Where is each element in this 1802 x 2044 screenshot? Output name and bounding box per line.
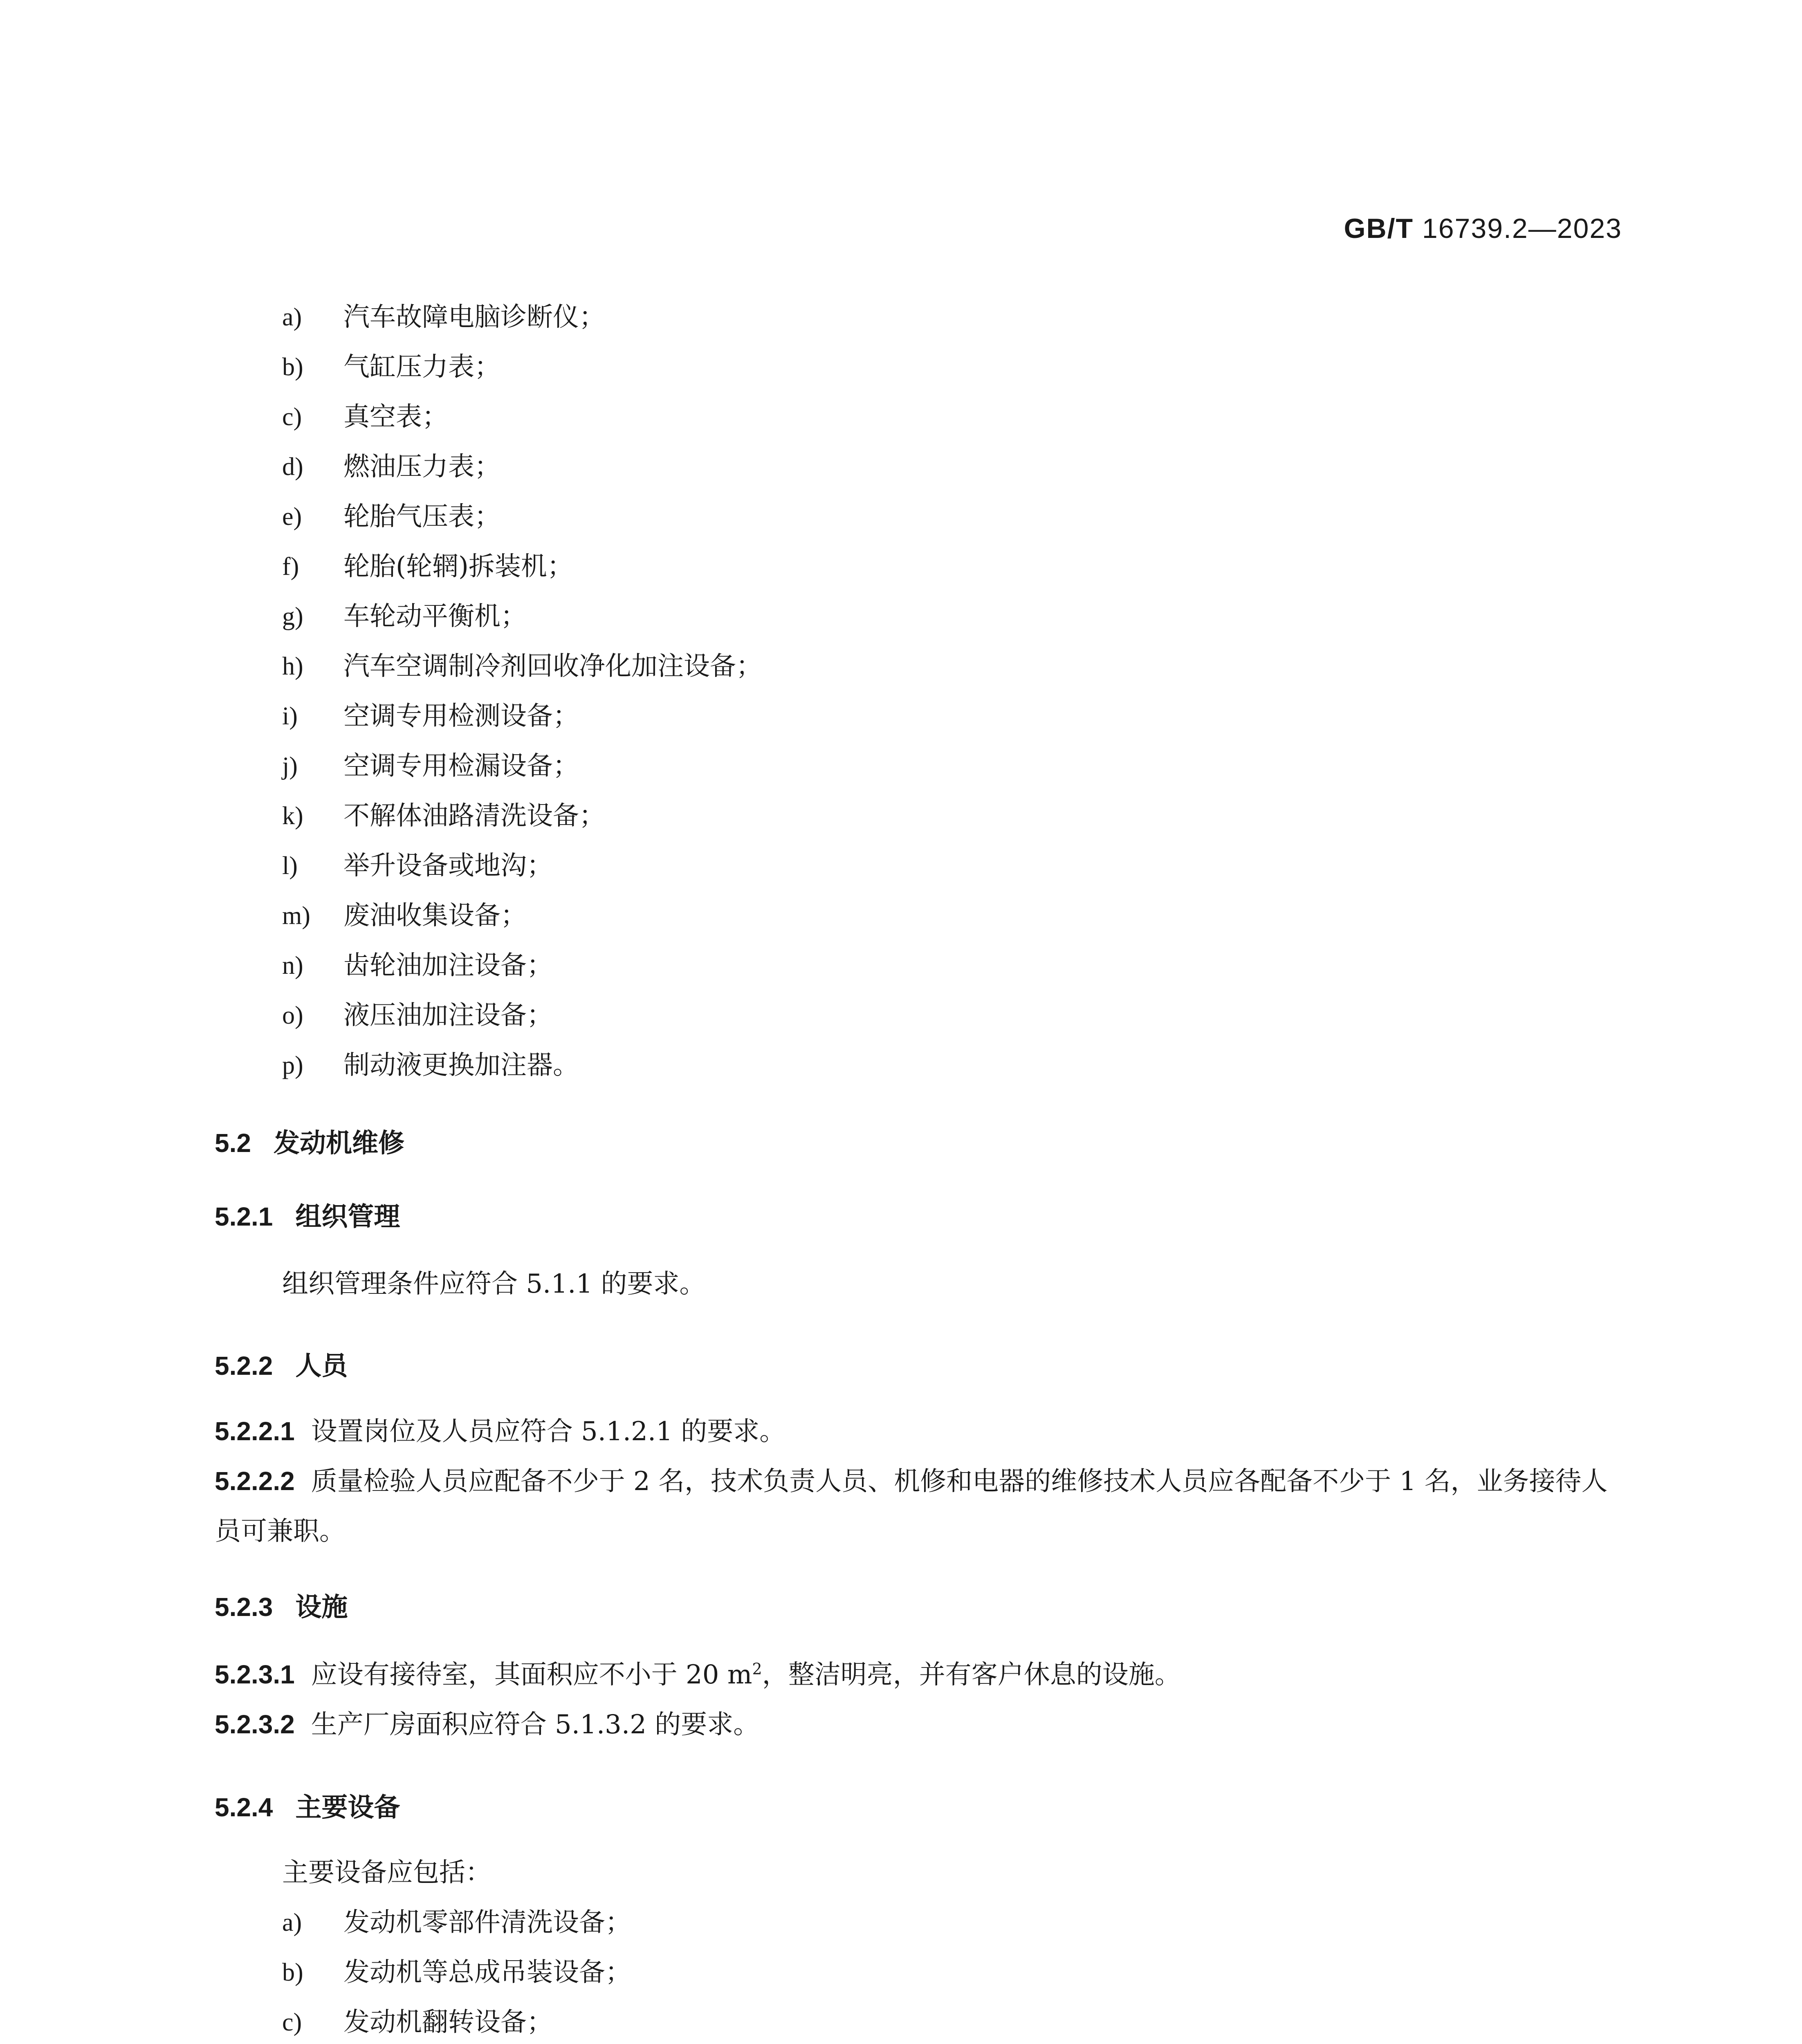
list-item: c) 发动机翻转设备；	[282, 2007, 553, 2037]
list-item: l) 举升设备或地沟；	[282, 851, 553, 881]
list-item: m) 废油收集设备；	[282, 901, 527, 931]
equipment-list-top	[282, 292, 762, 1090]
list-item: j) 空调专用检漏设备；	[282, 751, 579, 781]
paragraph-5-2-2-1: 5.2.2.1 设置岗位及人员应符合 5.1.2.1 的要求。	[215, 1416, 786, 1447]
list-item: a) 发动机零部件清洗设备；	[282, 1907, 631, 1938]
paragraph-5-2-2-2: 5.2.2.2 质量检验人员应配备不少于 2 名，技术负责人员、机修和电器的维修技术人员应各配备不少于 1 名，业务接待人员可兼职。	[215, 1466, 1608, 1546]
list-item: p) 制动液更换加注器。	[282, 1050, 579, 1080]
paragraph-5-2-3-2: 5.2.3.2 生产厂房面积应符合 5.1.3.2 的要求。	[215, 1710, 760, 1740]
list-item: h) 汽车空调制冷剂回收净化加注设备；	[282, 651, 762, 681]
section-heading-5-2-2: 5.2.2 人员	[215, 1351, 348, 1381]
equipment-list-5-2-4	[282, 1898, 710, 2044]
paragraph-5-2-3-1: 5.2.3.1 应设有接待室，其面积应不小于 20 $m^2$，整洁明亮，并有客户休息的设施。	[215, 1660, 1181, 1690]
list-item: b) 发动机等总成吊装设备；	[282, 1957, 631, 1988]
section-heading-5-2-3: 5.2.3 设施	[215, 1592, 348, 1623]
document-code	[1344, 213, 1622, 244]
list-item: k) 不解体油路清洗设备；	[282, 801, 605, 831]
paragraph-5-2-4-intro: 主要设备应包括：	[282, 1858, 491, 1888]
list-item: a) 汽车故障电脑诊断仪；	[282, 302, 605, 332]
section-heading-5-2: 5.2 发动机维修	[215, 1128, 404, 1159]
list-item: e) 轮胎气压表；	[282, 502, 500, 532]
list-item: o) 液压油加注设备；	[282, 1000, 553, 1031]
paragraph-5-2-1: 组织管理条件应符合 5.1.1 的要求。	[282, 1269, 706, 1299]
list-item: i) 空调专用检测设备；	[282, 701, 579, 731]
document-code-prefix: GB/T	[1344, 213, 1414, 244]
section-heading-5-2-4: 5.2.4 主要设备	[215, 1793, 400, 1823]
list-item: g) 车轮动平衡机；	[282, 601, 527, 632]
document-code-number: 16739.2—2023	[1422, 213, 1622, 244]
list-item: b) 气缸压力表；	[282, 352, 500, 382]
list-item: c) 真空表；	[282, 402, 448, 432]
list-item: f) 轮胎(轮辋)拆装机；	[282, 551, 573, 582]
list-item: d) 燃油压力表；	[282, 452, 500, 482]
section-heading-5-2-1: 5.2.1 组织管理	[215, 1202, 400, 1232]
list-item: n) 齿轮油加注设备；	[282, 950, 553, 981]
